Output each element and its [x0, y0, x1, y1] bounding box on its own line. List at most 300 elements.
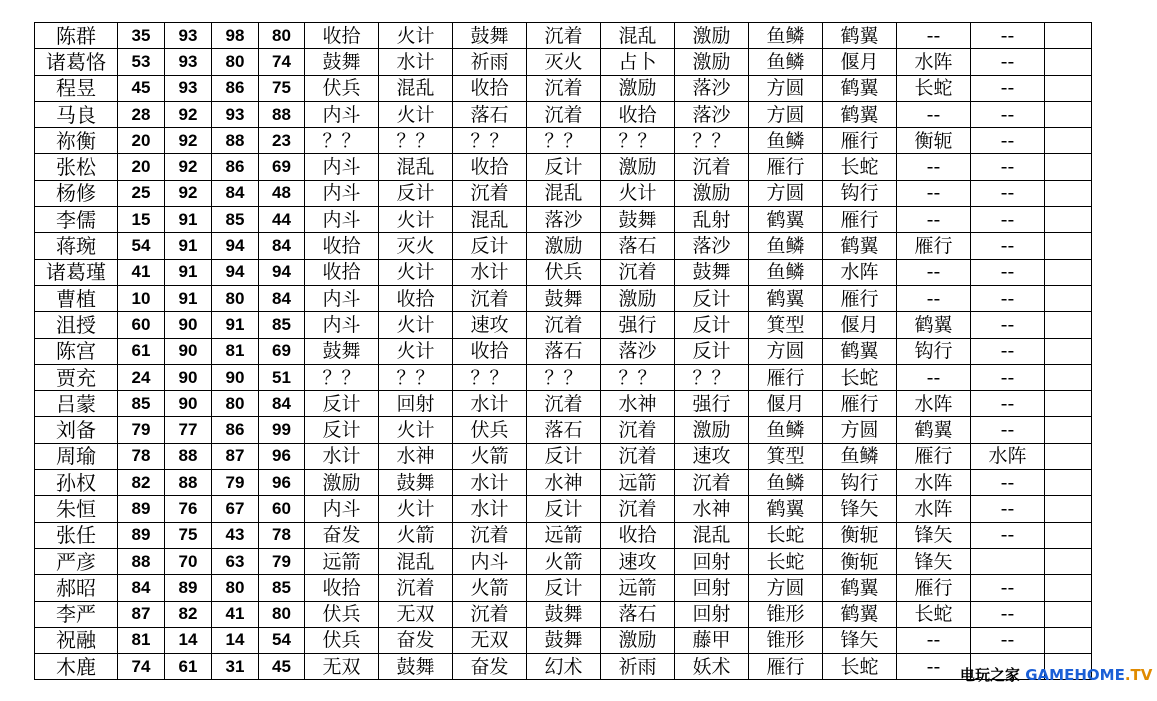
stat-cell: 75	[259, 75, 305, 101]
skill-cell	[1045, 601, 1092, 627]
skill-cell: 鹤翼	[823, 338, 897, 364]
name-cell: 蒋琬	[35, 233, 118, 259]
stat-cell: 45	[259, 654, 305, 680]
name-cell: 曹植	[35, 285, 118, 311]
skill-cell: 内斗	[305, 312, 379, 338]
table-row	[35, 180, 1092, 206]
skill-cell: 落沙	[675, 233, 749, 259]
skill-cell: 内斗	[305, 285, 379, 311]
stat-cell: 67	[212, 496, 259, 522]
skill-cell: 水计	[453, 391, 527, 417]
skill-cell: 混乱	[379, 75, 453, 101]
skill-cell: 长蛇	[823, 154, 897, 180]
skill-cell: 方圆	[749, 338, 823, 364]
skill-cell: 混乱	[379, 154, 453, 180]
skill-cell: 长蛇	[823, 364, 897, 390]
table-row	[35, 338, 1092, 364]
skill-cell: 水神	[675, 496, 749, 522]
skill-cell: 火计	[379, 312, 453, 338]
skill-cell: 衡轭	[823, 522, 897, 548]
name-cell: 刘备	[35, 417, 118, 443]
skill-cell: 鹤翼	[823, 101, 897, 127]
table-row	[35, 285, 1092, 311]
skill-cell: 偃月	[823, 49, 897, 75]
stat-cell: 91	[165, 285, 212, 311]
skill-cell: 雁行	[823, 285, 897, 311]
skill-cell: 偃月	[749, 391, 823, 417]
skill-cell: 无双	[379, 601, 453, 627]
stat-cell: 90	[212, 364, 259, 390]
skill-cell: 鹤翼	[749, 285, 823, 311]
table-row	[35, 627, 1092, 653]
stat-cell: 94	[259, 259, 305, 285]
stat-cell: 92	[165, 180, 212, 206]
skill-cell: 远箭	[601, 575, 675, 601]
skill-cell: 雁行	[749, 654, 823, 680]
skill-cell: --	[897, 207, 971, 233]
skill-cell: 火箭	[453, 443, 527, 469]
skill-cell: --	[897, 259, 971, 285]
table-row	[35, 548, 1092, 574]
stat-cell: 90	[165, 312, 212, 338]
skill-cell: 远箭	[527, 522, 601, 548]
skill-cell: 火计	[379, 338, 453, 364]
skill-cell: 锥形	[749, 601, 823, 627]
skill-cell	[1045, 101, 1092, 127]
skill-cell: 沉着	[527, 101, 601, 127]
skill-cell: 妖术	[675, 654, 749, 680]
skill-cell: 鼓舞	[379, 654, 453, 680]
skill-cell: --	[897, 101, 971, 127]
skill-cell: --	[897, 154, 971, 180]
skill-cell	[1045, 49, 1092, 75]
stat-cell: 14	[165, 627, 212, 653]
skill-cell: 方圆	[749, 75, 823, 101]
table-body	[35, 23, 1092, 680]
stat-cell: 84	[259, 233, 305, 259]
name-cell: 孙权	[35, 470, 118, 496]
skill-cell: 鼓舞	[527, 285, 601, 311]
skill-cell: --	[971, 522, 1045, 548]
skill-cell: --	[897, 627, 971, 653]
table-row	[35, 417, 1092, 443]
stat-cell: 80	[212, 285, 259, 311]
skill-cell: 钩行	[823, 180, 897, 206]
stat-cell: 87	[212, 443, 259, 469]
skill-cell: --	[971, 207, 1045, 233]
skill-cell: 锋矢	[897, 522, 971, 548]
skill-cell: 落石	[527, 338, 601, 364]
skill-cell: 鱼鳞	[749, 23, 823, 49]
stat-cell: 87	[118, 601, 165, 627]
skill-cell: 衡轭	[823, 548, 897, 574]
skill-cell	[1045, 627, 1092, 653]
skill-cell: 落石	[601, 601, 675, 627]
skill-cell: 火箭	[527, 548, 601, 574]
stat-cell: 91	[165, 233, 212, 259]
skill-cell: 灭火	[379, 233, 453, 259]
skill-cell: --	[897, 180, 971, 206]
stat-cell: 41	[212, 601, 259, 627]
skill-cell: 长蛇	[897, 601, 971, 627]
skill-cell: 方圆	[749, 180, 823, 206]
watermark-cn: 电玩之家	[960, 666, 1021, 684]
stat-cell: 75	[165, 522, 212, 548]
skill-cell: 藤甲	[675, 627, 749, 653]
skill-cell: 鹤翼	[749, 496, 823, 522]
skill-cell: 沉着	[453, 285, 527, 311]
skill-cell: 鹤翼	[823, 575, 897, 601]
table-row	[35, 496, 1092, 522]
skill-cell: 箕型	[749, 312, 823, 338]
stat-cell: 80	[212, 575, 259, 601]
skill-cell: 回射	[675, 575, 749, 601]
skill-cell: 锥形	[749, 627, 823, 653]
skill-cell: 奋发	[453, 654, 527, 680]
skill-cell: 收拾	[379, 285, 453, 311]
skill-cell: 火计	[601, 180, 675, 206]
skill-cell	[1045, 23, 1092, 49]
skill-cell: 落石	[453, 101, 527, 127]
stat-cell: 15	[118, 207, 165, 233]
skill-cell: --	[971, 23, 1045, 49]
skill-cell: 沉着	[675, 470, 749, 496]
skill-cell: 沉着	[675, 154, 749, 180]
stat-cell: 94	[212, 233, 259, 259]
skill-cell: 祈雨	[601, 654, 675, 680]
skill-cell	[1045, 364, 1092, 390]
stat-cell: 89	[165, 575, 212, 601]
stat-cell: 79	[212, 470, 259, 496]
stat-cell: 77	[165, 417, 212, 443]
stat-cell: 80	[212, 391, 259, 417]
skill-cell: ？？	[527, 364, 601, 390]
stat-cell: 89	[118, 522, 165, 548]
skill-cell: 火计	[379, 207, 453, 233]
stat-cell: 84	[259, 391, 305, 417]
stat-cell: 96	[259, 470, 305, 496]
skill-cell: 鼓舞	[675, 259, 749, 285]
skill-cell: 鼓舞	[527, 627, 601, 653]
skill-cell: 钩行	[823, 470, 897, 496]
skill-cell: 内斗	[305, 180, 379, 206]
skill-cell: 内斗	[305, 154, 379, 180]
skill-cell: --	[897, 654, 971, 680]
skill-cell: --	[971, 312, 1045, 338]
table-row	[35, 443, 1092, 469]
skill-cell: --	[971, 601, 1045, 627]
skill-cell	[1045, 391, 1092, 417]
name-cell: 吕蒙	[35, 391, 118, 417]
stat-cell: 85	[212, 207, 259, 233]
skill-cell: 奋发	[379, 627, 453, 653]
stat-cell: 60	[259, 496, 305, 522]
stat-cell: 79	[259, 548, 305, 574]
skill-cell: 激励	[675, 23, 749, 49]
table-row	[35, 75, 1092, 101]
skill-cell: 方圆	[749, 575, 823, 601]
stat-cell: 86	[212, 75, 259, 101]
stat-cell: 76	[165, 496, 212, 522]
skill-cell: 收拾	[305, 23, 379, 49]
skill-cell: 水计	[453, 496, 527, 522]
stat-cell: 70	[165, 548, 212, 574]
stat-cell: 94	[212, 259, 259, 285]
table-row	[35, 312, 1092, 338]
skill-cell: 水计	[305, 443, 379, 469]
skill-cell: ？？	[601, 128, 675, 154]
skill-cell	[1045, 548, 1092, 574]
name-cell: 杨修	[35, 180, 118, 206]
stat-cell: 84	[118, 575, 165, 601]
site-watermark	[960, 664, 1152, 685]
skill-cell	[1045, 417, 1092, 443]
stat-cell: 24	[118, 364, 165, 390]
skill-cell: 伏兵	[305, 75, 379, 101]
skill-cell	[1045, 180, 1092, 206]
stat-cell: 20	[118, 154, 165, 180]
skill-cell	[1045, 575, 1092, 601]
stat-cell: 69	[259, 154, 305, 180]
name-cell: 张任	[35, 522, 118, 548]
stat-cell: 86	[212, 417, 259, 443]
skill-cell: 远箭	[601, 470, 675, 496]
skill-cell: 钩行	[897, 338, 971, 364]
skill-cell: 混乱	[601, 23, 675, 49]
skill-cell: 鱼鳞	[749, 417, 823, 443]
skill-cell: --	[971, 364, 1045, 390]
table-row	[35, 101, 1092, 127]
stat-cell: 41	[118, 259, 165, 285]
stat-cell: 23	[259, 128, 305, 154]
skill-cell: 混乱	[453, 207, 527, 233]
stat-cell: 85	[259, 312, 305, 338]
stat-cell: 51	[259, 364, 305, 390]
skill-cell: 鹤翼	[823, 75, 897, 101]
skill-cell	[1045, 312, 1092, 338]
stat-cell: 92	[165, 101, 212, 127]
skill-cell: 无双	[305, 654, 379, 680]
table-row	[35, 575, 1092, 601]
skill-cell	[1045, 154, 1092, 180]
skill-cell: --	[971, 259, 1045, 285]
skill-cell: --	[971, 233, 1045, 259]
stat-cell: 91	[212, 312, 259, 338]
name-cell: 郝昭	[35, 575, 118, 601]
skill-cell: 水神	[527, 470, 601, 496]
skill-cell: 占卜	[601, 49, 675, 75]
stat-cell: 85	[259, 575, 305, 601]
skill-cell: ？？	[527, 128, 601, 154]
skill-cell: --	[897, 285, 971, 311]
skill-cell: 沉着	[379, 575, 453, 601]
skill-cell: 落沙	[675, 75, 749, 101]
skill-cell: 长蛇	[823, 654, 897, 680]
skill-cell: 火计	[379, 23, 453, 49]
skill-cell	[1045, 207, 1092, 233]
skill-cell: 鹤翼	[823, 233, 897, 259]
skill-cell: 火箭	[379, 522, 453, 548]
skill-cell	[971, 548, 1045, 574]
skill-cell: 收拾	[305, 575, 379, 601]
skill-cell: 远箭	[305, 548, 379, 574]
skill-cell: 鱼鳞	[749, 49, 823, 75]
table-row	[35, 654, 1092, 680]
stat-cell: 80	[212, 49, 259, 75]
name-cell: 诸葛瑾	[35, 259, 118, 285]
skill-cell: 祈雨	[453, 49, 527, 75]
stat-cell: 88	[165, 470, 212, 496]
skill-cell: 速攻	[453, 312, 527, 338]
stats-table	[34, 22, 1092, 680]
skill-cell: --	[971, 417, 1045, 443]
skill-cell: 收拾	[453, 338, 527, 364]
skill-cell: 鼓舞	[379, 470, 453, 496]
skill-cell: ？？	[453, 128, 527, 154]
table-row	[35, 259, 1092, 285]
skill-cell: 沉着	[601, 496, 675, 522]
stat-cell: 45	[118, 75, 165, 101]
stat-cell: 61	[165, 654, 212, 680]
stat-cell: 31	[212, 654, 259, 680]
skill-cell: 伏兵	[305, 627, 379, 653]
skill-cell: 水计	[453, 259, 527, 285]
skill-cell	[1045, 259, 1092, 285]
skill-cell: 收拾	[453, 154, 527, 180]
skill-cell: 收拾	[453, 75, 527, 101]
stat-cell: 84	[259, 285, 305, 311]
stat-cell: 93	[212, 101, 259, 127]
skill-cell: --	[897, 364, 971, 390]
name-cell: 马良	[35, 101, 118, 127]
skill-cell: 锋矢	[823, 627, 897, 653]
skill-cell: 沉着	[453, 522, 527, 548]
skill-cell: 收拾	[305, 233, 379, 259]
name-cell: 木鹿	[35, 654, 118, 680]
skill-cell: 混乱	[379, 548, 453, 574]
skill-cell: 水阵	[897, 391, 971, 417]
skill-cell: 幻术	[527, 654, 601, 680]
skill-cell: 反计	[305, 417, 379, 443]
table-row	[35, 49, 1092, 75]
name-cell: 周瑜	[35, 443, 118, 469]
skill-cell: --	[971, 627, 1045, 653]
skill-cell: 内斗	[305, 101, 379, 127]
skill-cell: 鱼鳞	[749, 128, 823, 154]
stat-cell: 74	[118, 654, 165, 680]
skill-cell: 反计	[305, 391, 379, 417]
watermark-tv: .TV	[1124, 666, 1153, 684]
skill-cell: 反计	[675, 312, 749, 338]
skill-cell: 激励	[601, 154, 675, 180]
stat-cell: 82	[165, 601, 212, 627]
skill-cell: 反计	[527, 443, 601, 469]
stat-cell: 78	[259, 522, 305, 548]
skill-cell: 雁行	[897, 233, 971, 259]
stat-cell: 88	[212, 128, 259, 154]
name-cell: 李儒	[35, 207, 118, 233]
skill-cell: 水阵	[897, 496, 971, 522]
skill-cell: --	[971, 75, 1045, 101]
skill-cell: 沉着	[527, 312, 601, 338]
skill-cell: 鹤翼	[897, 312, 971, 338]
stat-cell: 98	[212, 23, 259, 49]
skill-cell: 火计	[379, 259, 453, 285]
stat-cell: 14	[212, 627, 259, 653]
table-row	[35, 470, 1092, 496]
skill-cell: 反计	[379, 180, 453, 206]
skill-cell: 落沙	[675, 101, 749, 127]
skill-cell: 鼓舞	[601, 207, 675, 233]
skill-cell: 雁行	[897, 443, 971, 469]
stat-cell: 10	[118, 285, 165, 311]
skill-cell: 水计	[379, 49, 453, 75]
stat-cell: 54	[118, 233, 165, 259]
skill-cell: 内斗	[305, 207, 379, 233]
stat-cell: 25	[118, 180, 165, 206]
stat-cell: 20	[118, 128, 165, 154]
skill-cell: 回射	[379, 391, 453, 417]
skill-cell: 强行	[675, 391, 749, 417]
skill-cell: 反计	[675, 285, 749, 311]
stat-cell: 81	[212, 338, 259, 364]
skill-cell: 反计	[675, 338, 749, 364]
skill-cell: 锋矢	[897, 548, 971, 574]
name-cell: 朱恒	[35, 496, 118, 522]
stat-cell: 90	[165, 364, 212, 390]
stat-cell: 93	[165, 49, 212, 75]
name-cell: 沮授	[35, 312, 118, 338]
skill-cell: 鱼鳞	[823, 443, 897, 469]
skill-cell: 反计	[527, 154, 601, 180]
skill-cell: 鹤翼	[749, 207, 823, 233]
stat-cell: 69	[259, 338, 305, 364]
skill-cell: 鼓舞	[527, 601, 601, 627]
skill-cell: 雁行	[823, 391, 897, 417]
skill-cell: 激励	[601, 627, 675, 653]
skill-cell	[1045, 470, 1092, 496]
table-row	[35, 128, 1092, 154]
skill-cell: 落沙	[601, 338, 675, 364]
skill-cell: 火计	[379, 101, 453, 127]
skill-cell: 回射	[675, 548, 749, 574]
stat-cell: 53	[118, 49, 165, 75]
stat-cell: 88	[165, 443, 212, 469]
skill-cell: 水计	[453, 470, 527, 496]
skill-cell: --	[971, 496, 1045, 522]
stat-cell: 96	[259, 443, 305, 469]
skill-cell: --	[971, 154, 1045, 180]
stat-cell: 89	[118, 496, 165, 522]
skill-cell: ？？	[675, 128, 749, 154]
skill-cell	[1045, 496, 1092, 522]
table-row	[35, 391, 1092, 417]
stat-cell: 91	[165, 259, 212, 285]
skill-cell: --	[971, 338, 1045, 364]
skill-cell: 鹤翼	[823, 23, 897, 49]
skill-cell: 鱼鳞	[749, 470, 823, 496]
skill-cell: 鼓舞	[305, 338, 379, 364]
stat-cell: 93	[165, 23, 212, 49]
skill-cell: 雁行	[897, 575, 971, 601]
stat-cell: 74	[259, 49, 305, 75]
stat-cell: 48	[259, 180, 305, 206]
skill-cell: 激励	[675, 49, 749, 75]
skill-cell: 沉着	[453, 180, 527, 206]
stat-cell: 28	[118, 101, 165, 127]
skill-cell	[1045, 443, 1092, 469]
skill-cell: 箕型	[749, 443, 823, 469]
